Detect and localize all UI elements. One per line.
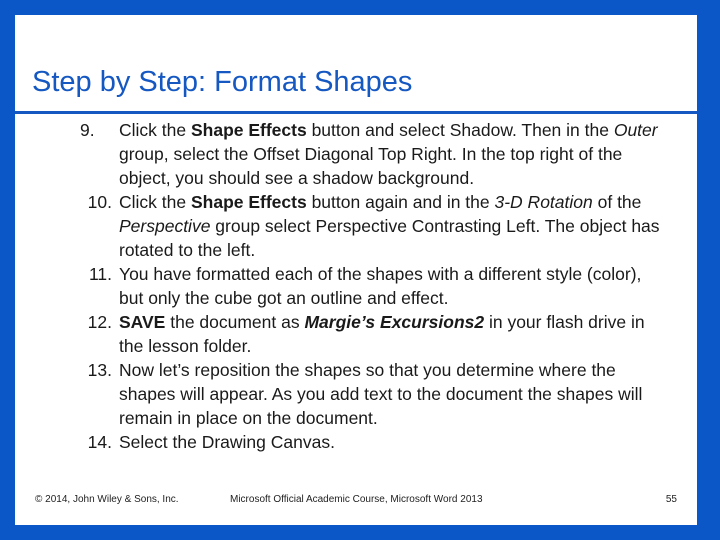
bold-term: SAVE — [119, 312, 166, 332]
step-text — [119, 262, 669, 310]
step-item — [0, 358, 720, 430]
footer-copyright: © 2014, John Wiley & Sons, Inc. — [35, 494, 179, 505]
step-item — [0, 118, 720, 190]
step-text-run: in your flash drive in the lesson folder. — [119, 312, 645, 356]
italic-term: Outer — [613, 120, 658, 140]
footer-course: Microsoft Official Academic Course, Microsoft Word 2013 — [230, 494, 483, 505]
step-text-run: Click the — [119, 192, 191, 212]
step-text-run: Now let’s reposition the shapes so that you determine where the shapes will appear. As you add text to the document the shapes will remain in place on the document. — [119, 360, 643, 428]
step-list — [0, 118, 720, 454]
step-text-run: You have formatted each of the shapes with a different style (color), but only the cube got an outline and effect. — [119, 264, 642, 308]
title-divider — [15, 111, 697, 114]
step-item — [0, 430, 720, 454]
step-number: 11. — [88, 264, 112, 284]
step-text-run: Click the — [119, 120, 191, 140]
step-text-run: button again and in the — [306, 192, 495, 212]
step-text-run: Select the Drawing Canvas. — [119, 432, 335, 452]
step-text — [119, 358, 669, 430]
bold-term: Shape Effects — [190, 192, 307, 212]
step-text — [119, 118, 669, 190]
italic-term: Perspective — [119, 216, 211, 236]
step-number: 14. — [87, 432, 112, 452]
step-item — [0, 310, 720, 358]
step-text — [119, 190, 669, 262]
step-text-run: of the — [592, 192, 642, 212]
step-item — [0, 190, 720, 262]
step-number: 9. — [80, 120, 95, 140]
bold-term: Shape Effects — [190, 120, 307, 140]
step-text-run: group, select the Offset Diagonal Top Right. In the top right of the object, you should see a shadow background. — [119, 144, 623, 188]
step-number: 10. — [87, 192, 112, 212]
slide-title: Step by Step: Format Shapes — [32, 66, 413, 98]
footer-page-number: 55 — [665, 494, 677, 505]
bold-term: Margie’s Excursions2 — [304, 312, 485, 332]
step-text-run: button and select Shadow. Then in the — [306, 120, 614, 140]
step-text-run: group select Perspective Contrasting Left. The object has rotated to the left. — [119, 216, 660, 260]
step-item — [0, 262, 720, 310]
step-text — [119, 310, 669, 358]
step-number: 12. — [87, 312, 112, 332]
italic-term: 3-D Rotation — [494, 192, 593, 212]
step-text — [119, 430, 669, 454]
step-text-run: the document as — [165, 312, 305, 332]
step-number: 13. — [87, 360, 112, 380]
